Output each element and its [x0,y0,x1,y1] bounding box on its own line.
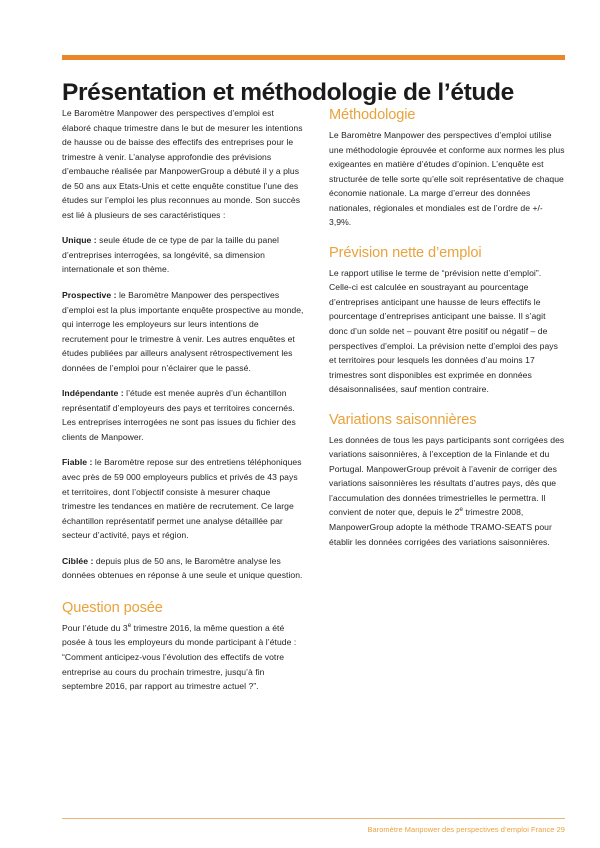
characteristic-prospective-label: Prospective : [62,290,117,301]
intro-paragraph: Le Baromètre Manpower des perspectives d’emploi est élaboré chaque trimestre dans le but de mesurer les intentions de hausse ou de baisse des effectifs des entreprises pour le trimestre à venir. L’analyse approfondie des prévisions d’embauche réalisée par ManpowerGroup a débuté il y a plus de 50 ans aux Etats-Unis et cette enquête constitue l’une des études sur l’emploi les plus reconnues au monde. Son succès est lié à plusieurs de ses caractéristiques : [62,108,303,220]
accent-rule-top [62,55,565,60]
section-heading-variations-saisonnieres: Variations saisonnières [329,411,477,428]
question-text-after: trimestre 2016, la même question a été posée à tous les employeurs du monde participant à l’étude : “Comment anticipez-vous l’évolution des effectifs de votre entreprise au cours du prochain trimestre, jusqu’à fin septembre 2016, par rapport au trimestre actuel ?”. [62,622,297,692]
characteristic-unique [62,233,305,277]
characteristic-unique-text: seule étude de ce type de par la taille du panel d’entreprises interrogées, sa longévité, sa dimension internationale et son thème. [62,235,279,275]
section-question-posee [62,599,305,694]
characteristic-fiable-text: le Baromètre repose sur des entretiens téléphoniques avec près de 59 000 employeurs publics et privés de 43 pays et territoires, dont l’objectif consiste à mesurer chaque trimestre les tendances en matière de recrutement. Ce large échantillon représentatif permet une analyse détaillée par secteur d’activité, pays et région. [62,457,302,541]
characteristic-unique-label: Unique : [62,235,97,246]
left-column [62,106,305,694]
section-prevision-nette-emploi [329,244,565,397]
seasonal-ordinal-sup: e [459,506,463,514]
question-posee-paragraph [62,621,305,694]
page-title: Présentation et méthodologie de l’étude [62,79,514,107]
characteristic-ciblee [62,554,305,583]
section-heading-prevision-nette-emploi: Prévision nette d’emploi [329,244,482,261]
characteristic-prospective [62,288,305,375]
content-columns [62,106,565,694]
characteristic-fiable [62,455,305,542]
section-variations-saisonnieres [329,411,565,549]
variations-saisonnieres-paragraph [329,433,565,549]
question-ordinal-sup: e [127,622,132,629]
characteristic-independante-label: Indépendante : [62,388,124,399]
characteristic-independante [62,386,305,444]
characteristic-ciblee-label: Ciblée : [62,555,94,566]
methodologie-paragraph: Le Baromètre Manpower des perspectives d’emploi utilise une méthodologie éprouvée et conforme aux normes les plus exigeantes en matière d’études d’opinion. L’enquête est structurée de telle sorte qu’elle soit représentative de chaque économie nationale. La marge d’erreur des données nationales, régionales et mondiales est de l’ordre de +/- 3,9%. [329,130,565,228]
footer-text: Baromètre Manpower des perspectives d’emploi France 29 [367,825,565,834]
right-column [329,106,565,694]
prevision-nette-emploi-paragraph: Le rapport utilise le terme de “prévision nette d’emploi”. Celle-ci est calculée en soustrayant au pourcentage d’entreprises anticipant une hausse de leurs effectifs le pourcentage d’entreprises anticipant une baisse. Il s’agit donc d’un solde net – pouvant être positif ou négatif – de perspectives d’emploi. La prévision nette d’emploi des pays et territoires pour lesquels les données d’au moins 17 trimestres sont disponibles est exprimée en données désaisonnalisées, sauf mention contraire. [329,267,558,395]
characteristic-prospective-text: le Baromètre Manpower des perspectives d’emploi est la plus importante enquête prospective au monde, qui interroge les employeurs sur leurs intentions de recrutement pour le trimestre à venir. Les autres enquêtes et études publiées par ailleurs analysent rétrospectivement les données de l’emploi pour n’éclairer que le passé. [62,290,304,373]
section-heading-question-posee: Question posée [62,599,163,616]
seasonal-text-before: Les données de tous les pays participants sont corrigées des variations saisonnières, à l’exception de la Finlande et du Portugal. ManpowerGroup prévoit à l’avenir de corriger des variations saisonnières les résultats d’autres pays, dès que l’accumulation des données trimestrielles le permettra. Il convient de noter que, depuis le 2 [329,434,565,518]
footer-rule [62,818,565,819]
question-text-before: Pour l’étude du 3 [62,622,128,633]
characteristic-ciblee-text: depuis plus de 50 ans, le Baromètre analyse les données obtenues en réponse à une seule et unique question. [62,555,303,581]
characteristic-fiable-label: Fiable : [62,457,93,468]
characteristic-independante-text: l’étude est menée auprès d’un échantillon représentatif d’employeurs des pays et territoires concernés. Les entreprises interrogées ne sont pas issues du fichier des clients de Manpower. [62,388,296,442]
section-methodologie [329,106,565,230]
section-heading-methodologie: Méthodologie [329,107,416,123]
seasonal-text-after: trimestre 2008, ManpowerGroup adopte la méthode TRAMO-SEATS pour établir les données corrigées des variations saisonnières. [329,507,552,547]
